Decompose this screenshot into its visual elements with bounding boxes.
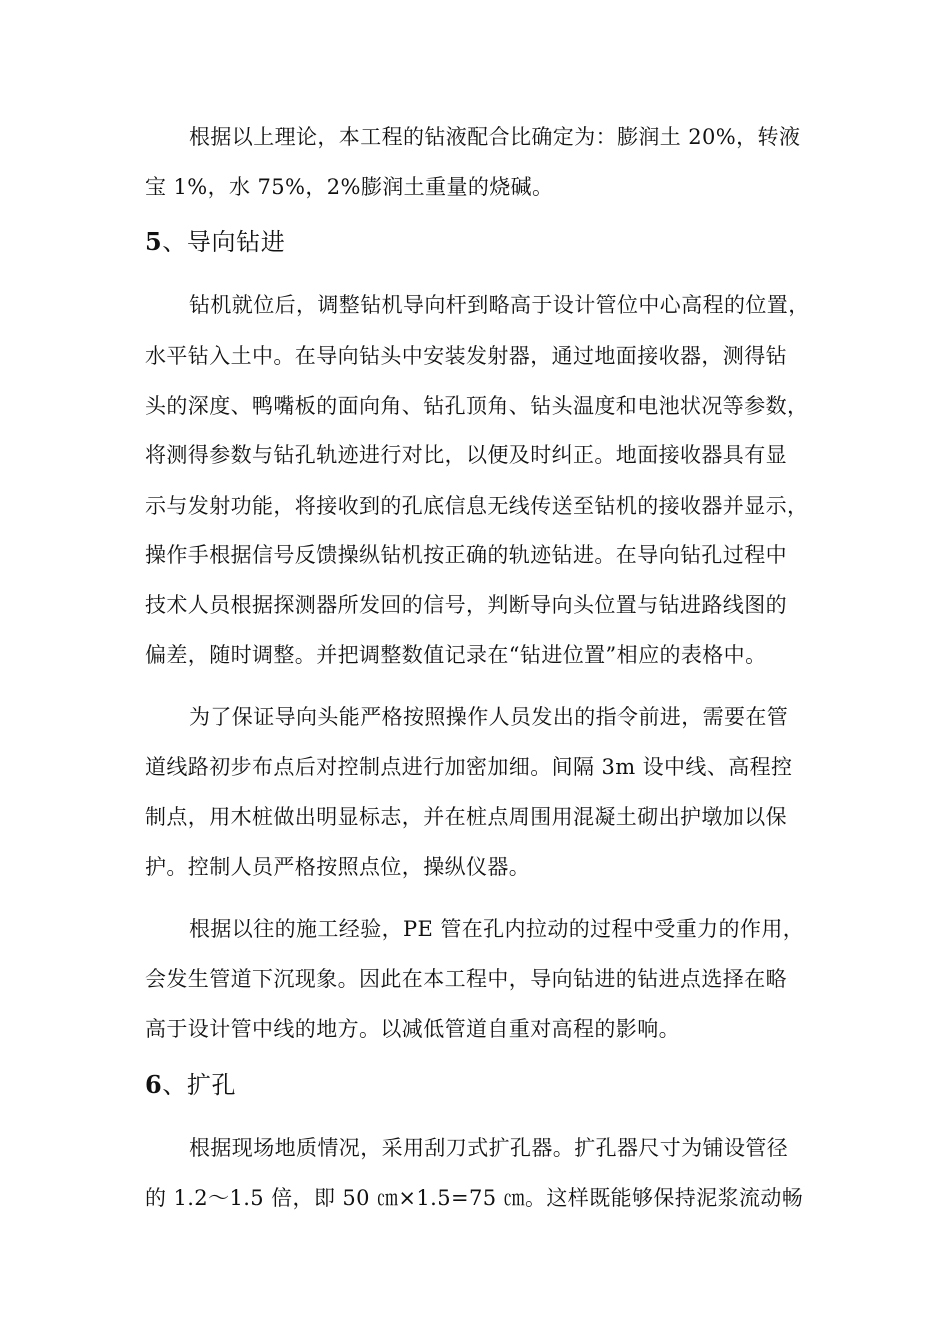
paragraph-line: 宝 1%，水 75%，2%膨润土重量的烧碱。 (145, 175, 554, 199)
paragraph-line: 道线路初步布点后对控制点进行加密加细。间隔 3m 设中线、高程控 (145, 755, 793, 779)
paragraph-line: 根据现场地质情况，采用刮刀式扩孔器。扩孔器尺寸为铺设管径 (189, 1136, 789, 1160)
paragraph-line: 操作手根据信号反馈操纵钻机按正确的轨迹钻进。在导向钻孔过程中 (145, 543, 787, 567)
paragraph-line: 钻机就位后，调整钻机导向杆到略高于设计管位中心高程的位置， (189, 293, 810, 317)
heading-separator: 、 (162, 1071, 187, 1099)
paragraph-line: 高于设计管中线的地方。以减低管道自重对高程的影响。 (145, 1017, 680, 1041)
paragraph-line: 根据以往的施工经验，PE 管在孔内拉动的过程中受重力的作用， (189, 917, 805, 941)
section-heading-5 (145, 226, 285, 258)
paragraph-line: 根据以上理论，本工程的钻液配合比确定为：膨润土 20%，转液 (189, 125, 801, 149)
paragraph-line: 将测得参数与钻孔轨迹进行对比，以便及时纠正。地面接收器具有显 (145, 443, 787, 467)
paragraph-line: 护。控制人员严格按照点位，操纵仪器。 (145, 855, 531, 879)
section-heading-6 (145, 1069, 236, 1101)
paragraph-line: 偏差，随时调整。并把调整数值记录在“钻进位置”相应的表格中。 (145, 643, 767, 667)
paragraph-line: 示与发射功能，将接收到的孔底信息无线传送至钻机的接收器并显示， (145, 494, 809, 518)
paragraph-line: 头的深度、鸭嘴板的面向角、钻孔顶角、钻头温度和电池状况等参数， (145, 394, 809, 418)
paragraph-line: 的 1.2～1.5 倍，即 50 ㎝×1.5=75 ㎝。这样既能够保持泥浆流动畅 (145, 1186, 804, 1210)
paragraph-line: 水平钻入土中。在导向钻头中安装发射器，通过地面接收器，测得钻 (145, 344, 787, 368)
heading-title: 扩孔 (186, 1071, 237, 1099)
heading-number: 6 (145, 1070, 163, 1099)
paragraph-line: 制点，用木桩做出明显标志，并在桩点周围用混凝土砌出护墩加以保 (145, 805, 787, 829)
heading-separator: 、 (162, 228, 187, 256)
paragraph-line: 会发生管道下沉现象。因此在本工程中，导向钻进的钻进点选择在略 (145, 967, 787, 991)
paragraph-line: 为了保证导向头能严格按照操作人员发出的指令前进，需要在管 (189, 705, 789, 729)
heading-title: 导向钻进 (186, 228, 286, 256)
paragraph-line: 技术人员根据探测器所发回的信号，判断导向头位置与钻进路线图的 (145, 593, 787, 617)
heading-number: 5 (145, 227, 163, 256)
